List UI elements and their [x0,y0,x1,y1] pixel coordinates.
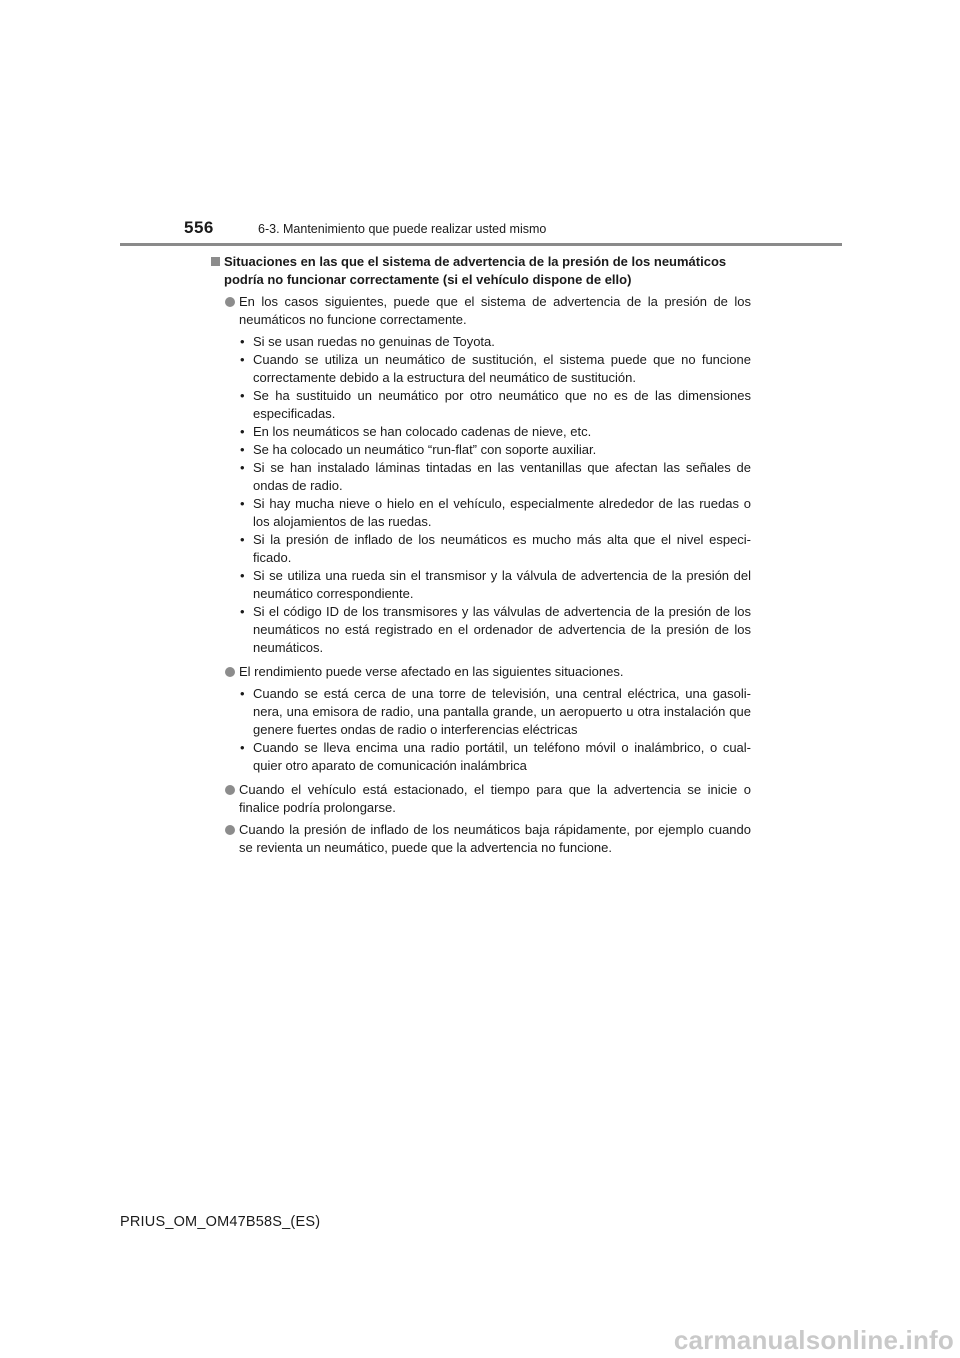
bullet-dot-icon: • [240,424,245,439]
header-divider [120,243,842,246]
point-text: Cuando el vehículo está estacionado, el tiempo para que la advertencia se inicie o finalice podría prolongarse. [239,782,751,815]
bullet-dot-icon: • [240,686,245,701]
list-item: • Cuando se lleva encima una radio portátil, un teléfono móvil o inalámbrico, o cual-quier otro aparato de comunicación inalámbrica [240,740,751,773]
bullet-dot-icon: • [240,568,245,583]
point-2 [211,781,751,817]
circle-bullet-icon [225,667,235,677]
point-1 [211,663,751,681]
list-item: • Se ha sustituido un neumático por otro neumático que no es de las dimensiones especificadas. [240,388,751,421]
bullet-dot-icon: • [240,460,245,475]
list-item: • Se ha colocado un neumático “run-flat” con soporte auxiliar. [240,442,597,457]
page-header [0,0,960,250]
list-item: • Si la presión de inflado de los neumáticos es mucho más alta que el nivel especi-ficado. [240,532,751,565]
point-0 [211,293,751,329]
section-title: 6-3. Mantenimiento que puede realizar usted mismo [258,222,547,236]
page-content [211,253,751,861]
list-item: • Cuando se está cerca de una torre de televisión, una central eléctrica, una gasoli-nera, una emisora de radio, una pantalla grande, un aeropuerto u otra instalación que genere fuertes ondas de radio o interferencias eléctricas [240,686,751,737]
sub-list-0 [211,333,751,657]
bullet-dot-icon: • [240,604,245,619]
list-item: • Cuando se utiliza un neumático de sustitución, el sistema puede que no funcione correctamente debido a la estructura del neumático de sustitución. [240,352,751,385]
section-heading [211,253,751,289]
bullet-dot-icon: • [240,496,245,511]
point-text: En los casos siguientes, puede que el sistema de advertencia de la presión de los neumáticos no funcione correctamente. [239,294,751,327]
circle-bullet-icon [225,825,235,835]
sub-list-1 [211,685,751,775]
circle-bullet-icon [225,785,235,795]
bullet-dot-icon: • [240,442,245,457]
list-item: • Si se utiliza una rueda sin el transmisor y la válvula de advertencia de la presión del neumático correspondiente. [240,568,751,601]
bullet-dot-icon: • [240,334,245,349]
bullet-dot-icon: • [240,388,245,403]
site-watermark: carmanualsonline.info [673,1325,954,1355]
square-bullet-icon [211,257,220,266]
page-number: 556 [184,218,214,237]
point-text: Cuando la presión de inflado de los neumáticos baja rápidamente, por ejemplo cuando se revienta un neumático, puede que la advertencia no funcione. [239,822,751,855]
list-item: • Si se han instalado láminas tintadas en las ventanillas que afectan las señales de ondas de radio. [240,460,751,493]
list-item: • Si se usan ruedas no genuinas de Toyota. [240,334,495,349]
bullet-dot-icon: • [240,352,245,367]
bullet-dot-icon: • [240,532,245,547]
point-3 [211,821,751,857]
circle-bullet-icon [225,297,235,307]
list-item: • En los neumáticos se han colocado cadenas de nieve, etc. [240,424,592,439]
document-code: PRIUS_OM_OM47B58S_(ES) [120,1214,321,1230]
list-item: • Si hay mucha nieve o hielo en el vehículo, especialmente alrededor de las ruedas o los alojamientos de las ruedas. [240,496,751,529]
point-text: El rendimiento puede verse afectado en las siguientes situaciones. [239,664,624,679]
bullet-dot-icon: • [240,740,245,755]
section-heading-text: Situaciones en las que el sistema de advertencia de la presión de los neumáticos podría no funcionar correctamente (si el vehículo dispone de ello) [224,254,727,287]
list-item: • Si el código ID de los transmisores y las válvulas de advertencia de la presión de los neumáticos no está registrado en el ordenador de advertencia de la presión de los neumáticos. [240,604,751,655]
